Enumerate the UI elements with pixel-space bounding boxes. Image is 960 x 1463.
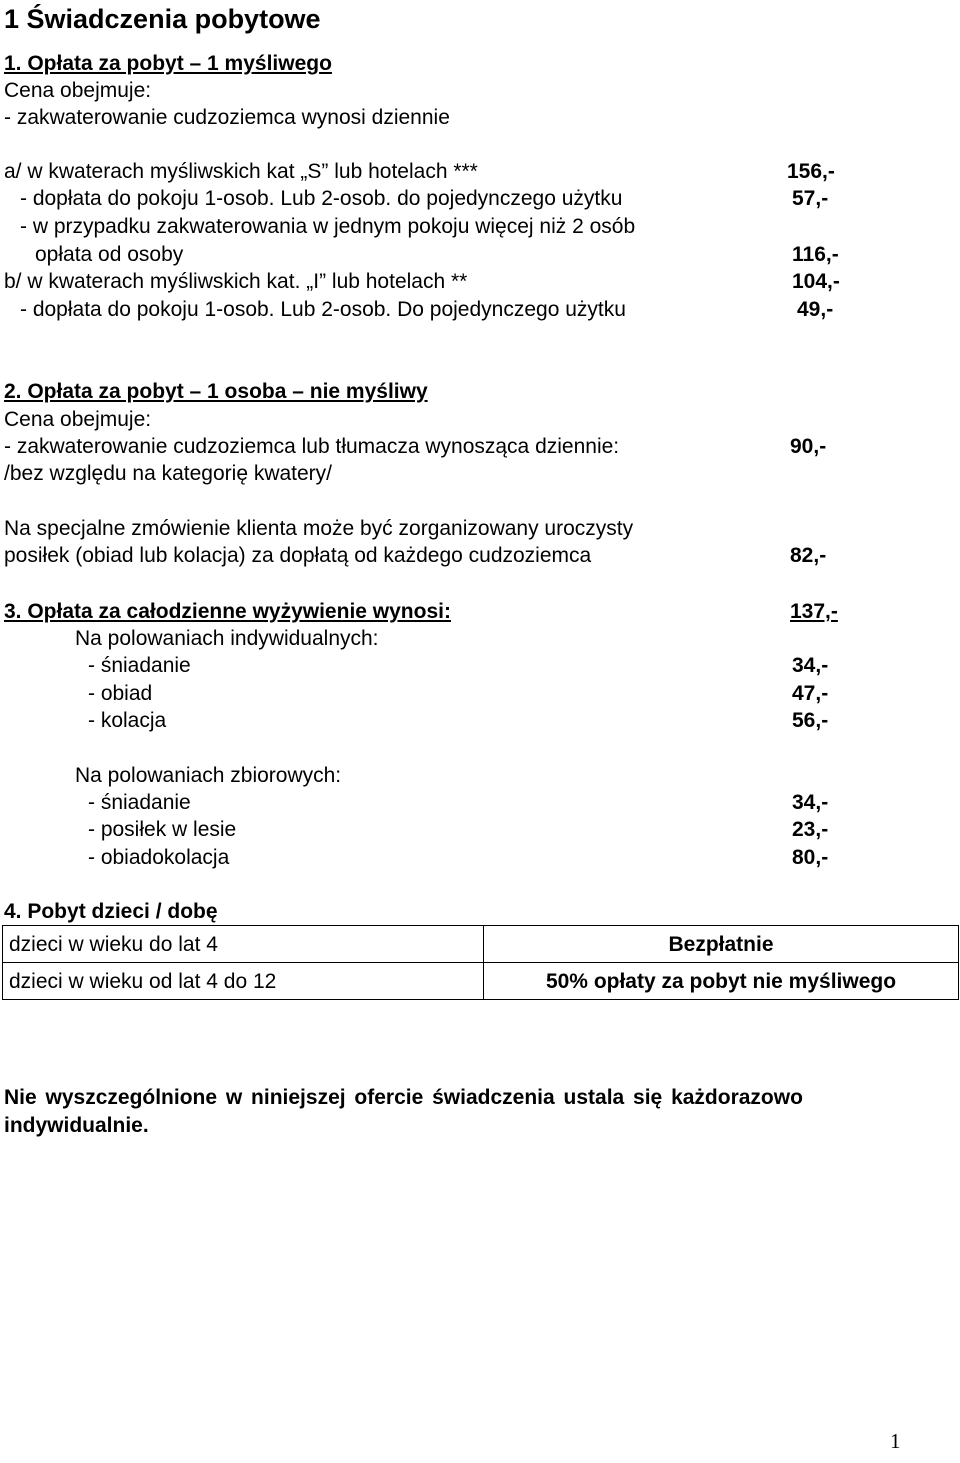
section-1-includes: Cena obejmuje: (4, 79, 152, 102)
table-cell-label: dzieci w wieku do lat 4 (3, 926, 484, 963)
price-value-a1: 57,- (792, 187, 829, 210)
price-value-s2: 90,- (790, 435, 827, 458)
meal-label: - posiłek w lesie (88, 818, 237, 841)
section-2-heading: 2. Opłata za pobyt – 1 osoba – nie myśliwy (4, 380, 428, 403)
price-label-special: posiłek (obiad lub kolacja) za dopłatą od każdego cudzoziemca (4, 544, 592, 567)
children-table (2, 925, 959, 1000)
price-label-a: a/ w kwaterach myśliwskich kat „S” lub hotelach *** (4, 160, 478, 183)
price-label-b: b/ w kwaterach myśliwskich kat. „I” lub hotelach ** (4, 270, 468, 293)
meal-price: 56,- (792, 709, 829, 732)
page-title: 1 Świadczenia pobytowe (4, 4, 321, 34)
price-label-a2: opłata od osoby (35, 243, 184, 266)
section-1-line: - zakwaterowanie cudzoziemca wynosi dziennie (4, 106, 450, 129)
section-1-note: - w przypadku zakwaterowania w jednym pokoju więcej niż 2 osób (20, 215, 636, 238)
price-value-a: 156,- (787, 160, 835, 183)
section-2-includes: Cena obejmuje: (4, 408, 152, 431)
table-cell-value: Bezpłatnie (484, 926, 959, 963)
table-cell-label: dzieci w wieku od lat 4 do 12 (3, 963, 484, 1000)
section-3-price: 137,- (790, 600, 838, 623)
meal-label: - obiad (88, 682, 153, 705)
meal-price: 47,- (792, 682, 829, 705)
meal-price: 34,- (792, 654, 829, 677)
meal-label: - obiadokolacja (88, 846, 230, 869)
section-3-heading: 3. Opłata za całodzienne wyżywienie wynosi: (4, 600, 451, 623)
meal-price: 23,- (792, 818, 829, 841)
price-label-a1: - dopłata do pokoju 1-osob. Lub 2-osob. do pojedynczego użytku (20, 187, 623, 210)
individual-title: Na polowaniach indywidualnych: (75, 627, 379, 650)
special-meal-line: Na specjalne zmówienie klienta może być zorganizowany uroczysty (4, 517, 634, 540)
section-1-heading: 1. Opłata za pobyt – 1 myśliwego (4, 52, 332, 75)
page-number: 1 (890, 1429, 901, 1453)
meal-label: - śniadanie (88, 654, 191, 677)
price-label-s2: - zakwaterowanie cudzoziemca lub tłumacza wynosząca dziennie: (4, 435, 620, 458)
price-value-b1: 49,- (797, 298, 834, 321)
meal-price: 80,- (792, 846, 829, 869)
table-row (3, 926, 959, 963)
price-value-b: 104,- (792, 270, 840, 293)
meal-label: - kolacja (88, 709, 167, 732)
section-2-category-note: /bez względu na kategorię kwatery/ (4, 462, 333, 485)
group-title: Na polowaniach zbiorowych: (75, 764, 342, 787)
price-label-b1: - dopłata do pokoju 1-osob. Lub 2-osob. Do pojedynczego użytku (20, 298, 626, 321)
meal-label: - śniadanie (88, 791, 191, 814)
table-row (3, 963, 959, 1000)
table-cell-value: 50% opłaty za pobyt nie myśliwego (484, 963, 959, 1000)
meal-price: 34,- (792, 791, 829, 814)
price-value-special: 82,- (790, 544, 827, 567)
section-4-heading: 4. Pobyt dzieci / dobę (4, 900, 218, 923)
footer-note: Nie wyszczególnione w niniejszej ofercie świadczenia ustala się każdorazowo indywidualnie. (4, 1086, 803, 1137)
price-value-a2: 116,- (792, 243, 839, 266)
